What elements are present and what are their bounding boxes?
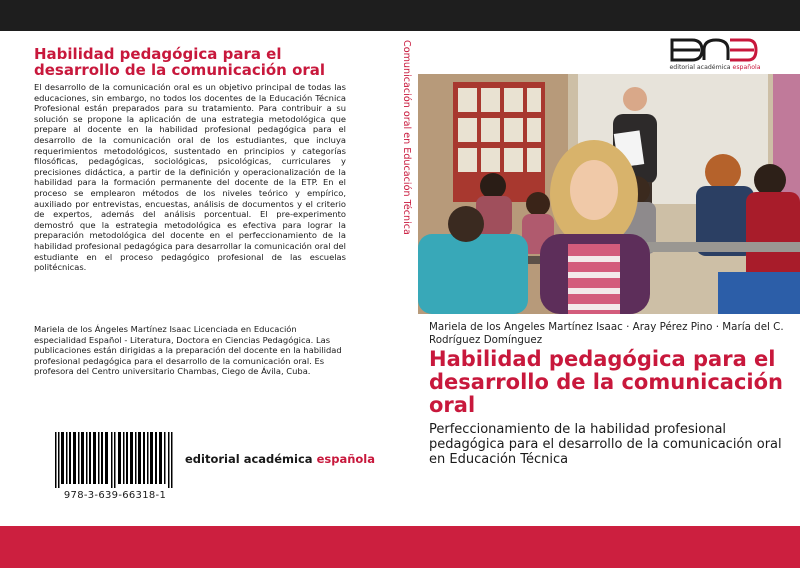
cover-photo bbox=[418, 74, 800, 314]
front-authors: Mariela de los Angeles Martínez Isaac · Aray Pérez Pino · María del C. Rodríguez Domínguez bbox=[429, 321, 784, 346]
logo-caption-part1: editorial académica bbox=[669, 64, 731, 71]
publisher-name-part2: española bbox=[316, 452, 376, 466]
publisher-name-back bbox=[185, 452, 375, 466]
back-cover-title: Habilidad pedagógica para el desarrollo de la comunicación oral bbox=[34, 45, 326, 79]
publisher-logo-icon bbox=[668, 38, 758, 64]
top-band bbox=[0, 0, 800, 31]
spine-title: Comunicación oral en Educación Técnica bbox=[401, 40, 412, 235]
publisher-name-part1: editorial académica bbox=[185, 452, 313, 466]
isbn-number: 978-3-639-66318-1 bbox=[63, 490, 167, 501]
front-title: Habilidad pedagógica para el desarrollo de la comunicación oral bbox=[429, 347, 783, 417]
barcode bbox=[55, 432, 175, 488]
bottom-band bbox=[0, 526, 800, 568]
logo-caption bbox=[665, 64, 765, 71]
logo-caption-part2: española bbox=[732, 64, 761, 71]
back-cover-abstract: El desarrollo de la comunicación oral es un objetivo principal de todas las educaciones, sin embargo, no todos los docentes de la Educación Técnica Profesional están preparados para su tratamiento. Para contribuir a su solución se propone la aplicación de una estrategia metodológica que prepare al docente en la habilidad profesional pedagógica para el desarrollo de la comunicación oral de los estudiantes, que incluya requerimientos metodológicos, sustentado en principios y categorías filosóficas, pedagógicas, sociológicas, psicológicas, curriculares y precisiones didáctica, a partir de la definición y operacionalización de la habilidad para la formación permanente del docente de la ETP. En el proceso se emplearon métodos de los niveles teórico y empírico, auxiliado por entrevistas, encuestas, análisis de documentos y el criterio de expertos, además del análisis porcentual. El pre-experimento demostró que la estrategia metodológica es efectiva para lograr la preparación metodológica del docente en el perfeccionamiento de la habilidad profesional pedagógica para desarrollar la comunicación oral del estudiante en el proceso pedagógico profesional de las escuelas politécnicas. bbox=[34, 82, 346, 273]
author-bio: Mariela de los Ángeles Martínez Isaac Licenciada en Educación especialidad Español - Literatura, Doctora en Ciencias Pedagógica. Las publicaciones están dirigidas a la preparación del docente en la habilidad profesional pedagógica para el desarrollo de la comunicación oral. Es profesora del Centro universitario Chambas, Ciego de Ávila, Cuba. bbox=[34, 324, 342, 377]
front-subtitle: Perfeccionamiento de la habilidad profesional pedagógica para el desarrollo de la comunicación oral en Educación Técnica bbox=[429, 422, 782, 467]
